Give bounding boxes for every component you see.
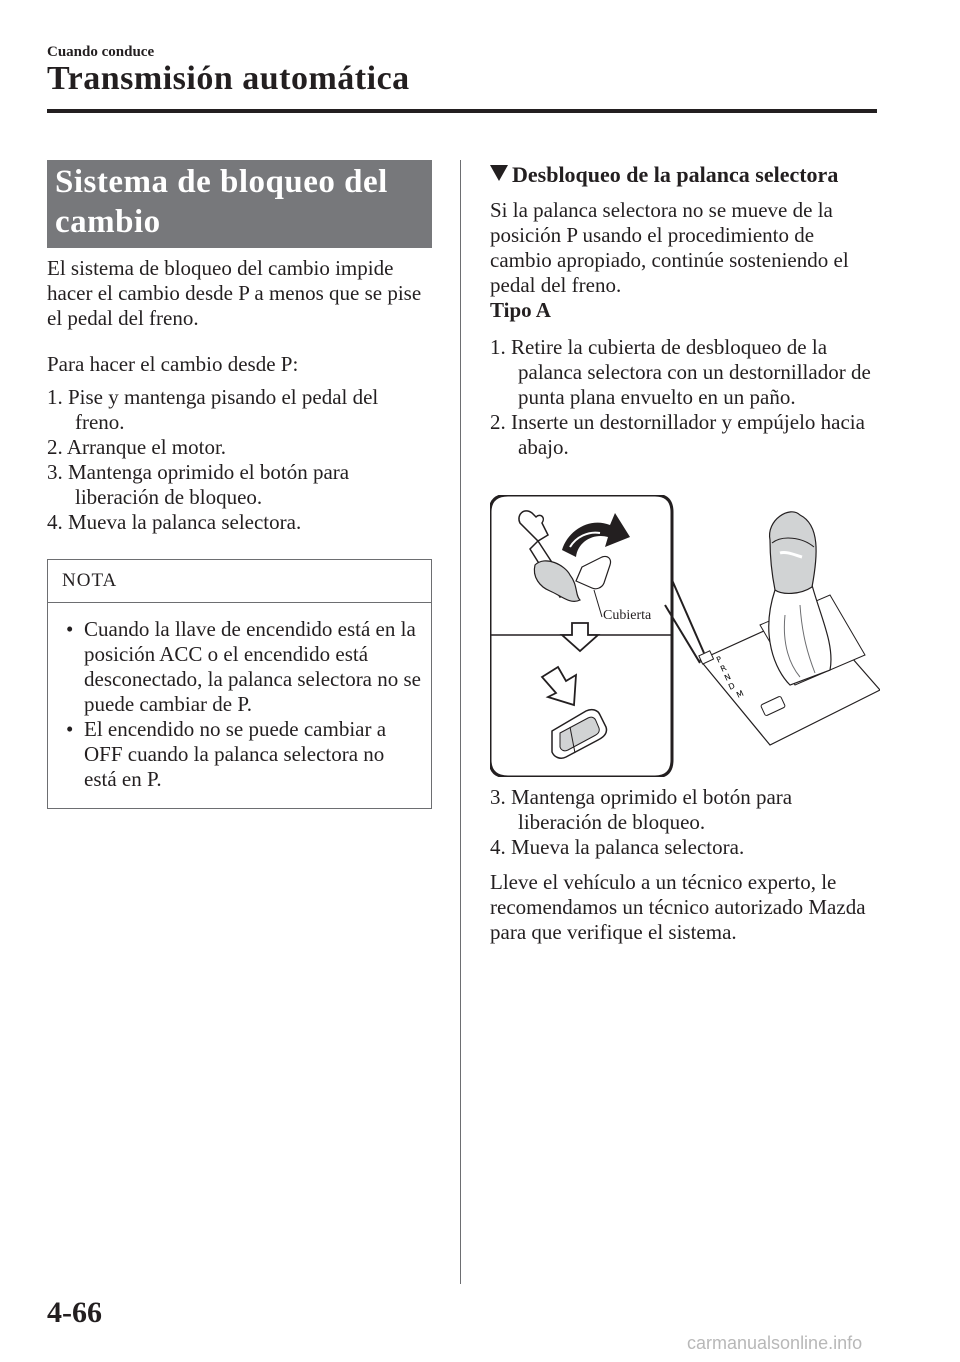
list-item: 2. Inserte un destornillador y empújelo hacia abajo. bbox=[490, 410, 865, 459]
bullet-icon: • bbox=[66, 617, 74, 641]
steps-intro: Para hacer el cambio desde P: bbox=[47, 352, 299, 376]
note-box bbox=[47, 559, 432, 809]
triangle-icon bbox=[490, 165, 508, 181]
cover-label: Cubierta bbox=[603, 608, 652, 623]
note-item bbox=[66, 717, 421, 792]
note-item bbox=[66, 617, 421, 717]
section-title: Sistema de bloqueo del cambio bbox=[47, 160, 432, 248]
gear-letter-n: N bbox=[723, 672, 733, 683]
gear-letter-d: D bbox=[727, 681, 737, 692]
chapter-title: Transmisión automática bbox=[47, 60, 410, 97]
shift-knob bbox=[770, 512, 817, 594]
bullet-icon: • bbox=[66, 717, 74, 741]
steps-list bbox=[47, 385, 432, 535]
column-divider bbox=[460, 160, 461, 1284]
gear-letter-p: P bbox=[715, 654, 724, 665]
note-heading: NOTA bbox=[48, 560, 431, 603]
subsection-heading-text: Desbloqueo de la palanca selectora bbox=[512, 162, 839, 187]
final-steps-list bbox=[490, 785, 880, 860]
unlock-intro: Si la palanca selectora no se mueve de la posición P usando el procedimiento de cambio apropiado, continúe sosteniendo el pedal del freno. bbox=[490, 198, 849, 297]
shift-lock-illustration bbox=[490, 495, 880, 777]
illustration-svg bbox=[490, 495, 880, 777]
header-rule bbox=[47, 109, 877, 113]
closing-paragraph: Lleve el vehículo a un técnico experto, le recomendamos un técnico autorizado Mazda para que verifique el sistema. bbox=[490, 870, 866, 944]
intro-paragraph: El sistema de bloqueo del cambio impide hacer el cambio desde P a menos que se pise el pedal del freno. bbox=[47, 256, 422, 330]
page-number: 4-66 bbox=[47, 1296, 102, 1329]
right-column bbox=[490, 160, 880, 945]
section-label: Cuando conduce bbox=[47, 44, 155, 60]
type-label: Tipo A bbox=[490, 298, 551, 322]
note-text: El encendido no se puede cambiar a OFF cuando la palanca selectora no está en P. bbox=[84, 717, 387, 791]
gear-letter-m: M bbox=[735, 688, 746, 700]
left-column bbox=[47, 160, 432, 809]
note-text: Cuando la llave de encendido está en la posición ACC o el encendido está desconectado, la palanca selectora no se puede cambiar de P. bbox=[84, 617, 421, 716]
list-item: 2. Arranque el motor. bbox=[47, 435, 227, 459]
subsection-heading bbox=[490, 160, 880, 190]
list-item: 1. Pise y mantenga pisando el pedal del freno. bbox=[47, 385, 379, 434]
gear-letter-r: R bbox=[719, 663, 728, 674]
watermark: carmanualsonline.info bbox=[687, 1333, 863, 1353]
list-item: 3. Mantenga oprimido el botón para liberación de bloqueo. bbox=[47, 460, 350, 509]
note-list bbox=[66, 617, 421, 792]
unlock-steps-list bbox=[490, 335, 880, 460]
list-item: 3. Mantenga oprimido el botón para liberación de bloqueo. bbox=[490, 785, 793, 834]
list-item: 4. Mueva la palanca selectora. bbox=[490, 835, 745, 859]
list-item: 1. Retire la cubierta de desbloqueo de la palanca selectora con un destornillador de punta plana envuelto en un paño. bbox=[490, 335, 871, 409]
list-item: 4. Mueva la palanca selectora. bbox=[47, 510, 302, 534]
